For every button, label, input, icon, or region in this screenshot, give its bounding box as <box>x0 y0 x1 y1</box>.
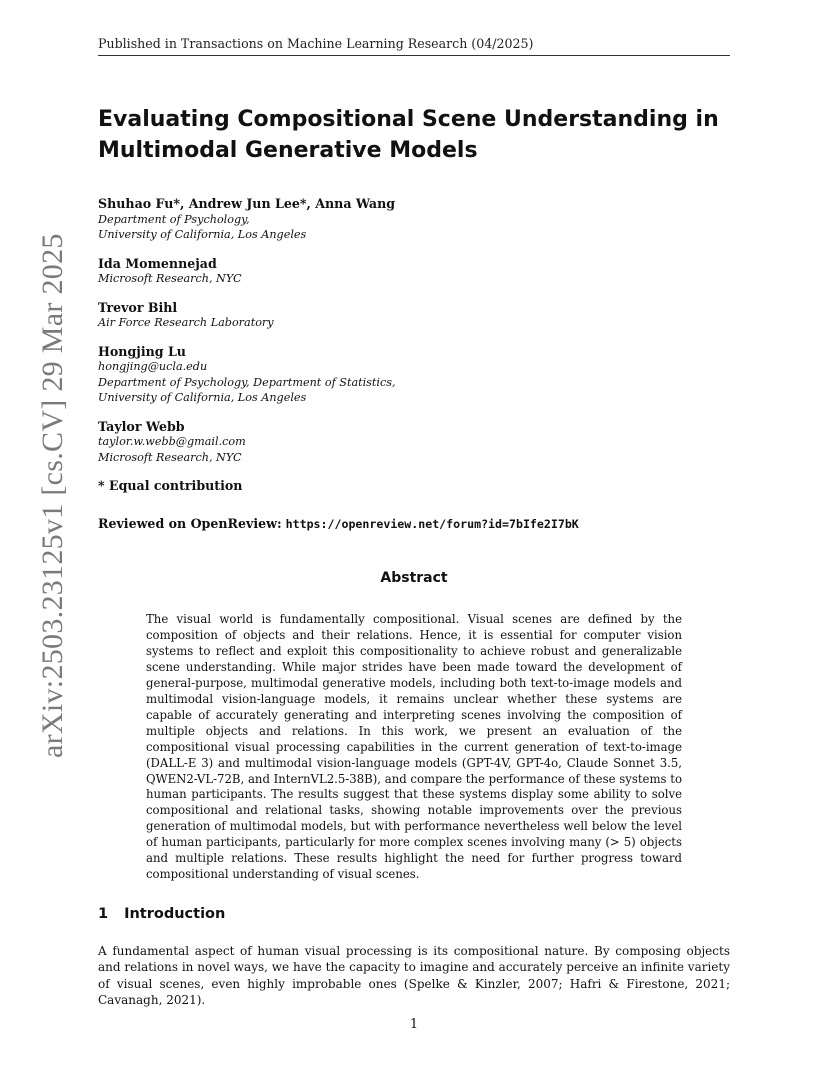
equal-contribution-note: * Equal contribution <box>98 478 243 493</box>
author-name: Trevor Bihl <box>98 299 178 315</box>
author-affiliation: Department of Psychology, Department of Statistics, <box>98 375 396 389</box>
author-list <box>98 196 738 494</box>
author-block <box>98 419 738 466</box>
abstract-text: The visual world is fundamentally compositional. Visual scenes are defined by the composition of objects and their relations. Hence, it is essential for computer vision systems to reflect and exploit this compositionality to achieve robust and generalizable scene understanding. While major strides have been made toward the development of general-purpose, multimodal generative models, including both text-to-image models and multimodal vision-language models, it remains unclear whether these systems are capable of accurately generating and interpreting scenes involving the composition of multiple objects and relations. In this work, we present an evaluation of the compositional visual processing capabilities in the current generation of text-to-image (DALL-E 3) and multimodal vision-language models (GPT-4V, GPT-4o, Claude Sonnet 3.5, QWEN2-VL-72B, and InternVL2.5-38B), and compare the performance of these systems to human participants. The results suggest that these systems display some ability to solve compositional and relational tasks, showing notable improvements over the previous generation of multimodal models, but with performance nevertheless well below the level of human participants, particularly for more complex scenes involving many (> 5) objects and multiple relations. These results highlight the need for further progress toward compositional understanding of visual scenes. <box>146 612 682 882</box>
openreview-link[interactable]: https://openreview.net/forum?id=7bIfe2I7bK <box>285 517 579 531</box>
author-email[interactable]: hongjing@ucla.edu <box>98 360 208 373</box>
review-label: Reviewed on OpenReview: <box>98 516 282 531</box>
author-affiliation: Microsoft Research, NYC <box>98 272 242 285</box>
author-affiliation: University of California, Los Angeles <box>98 228 307 241</box>
author-name: Shuhao Fu*, Andrew Jun Lee*, Anna Wang <box>98 196 396 211</box>
review-line <box>98 516 579 531</box>
author-block <box>98 344 738 406</box>
author-name: Hongjing Lu <box>98 343 186 359</box>
author-block <box>98 196 738 243</box>
author-affiliation: Air Force Research Laboratory <box>98 316 274 329</box>
abstract-heading: Abstract <box>380 570 448 586</box>
section-title: Introduction <box>124 906 226 922</box>
author-affiliation: University of California, Los Angeles <box>98 391 307 404</box>
author-block <box>98 300 738 331</box>
author-affiliation: Department of Psychology, <box>98 212 250 226</box>
page-number: 1 <box>409 1016 418 1031</box>
author-block <box>98 256 738 287</box>
arxiv-identifier-stamp[interactable]: arXiv:2503.23125v1 [cs.CV] 29 Mar 2025 <box>36 233 69 758</box>
author-name: Ida Momennejad <box>98 255 217 271</box>
author-affiliation: Microsoft Research, NYC <box>98 450 242 464</box>
paper-title: Evaluating Compositional Scene Understanding in Multimodal Generative Models <box>98 107 719 163</box>
author-email[interactable]: taylor.w.webb@gmail.com <box>98 435 246 448</box>
running-header: Published in Transactions on Machine Learning Research (04/2025) <box>98 36 730 56</box>
section-number: 1 <box>98 906 109 922</box>
introduction-text: A fundamental aspect of human visual processing is its compositional nature. By composing objects and relations in novel ways, we have the capacity to imagine and accurately perceive an infinite variety of visual scenes, even highly improbable ones (Spelke & Kinzler, 2007; Hafri & Firestone, 2021; Cavanagh, 2021). <box>98 944 730 1008</box>
author-name: Taylor Webb <box>98 418 185 434</box>
section-heading <box>98 906 225 922</box>
